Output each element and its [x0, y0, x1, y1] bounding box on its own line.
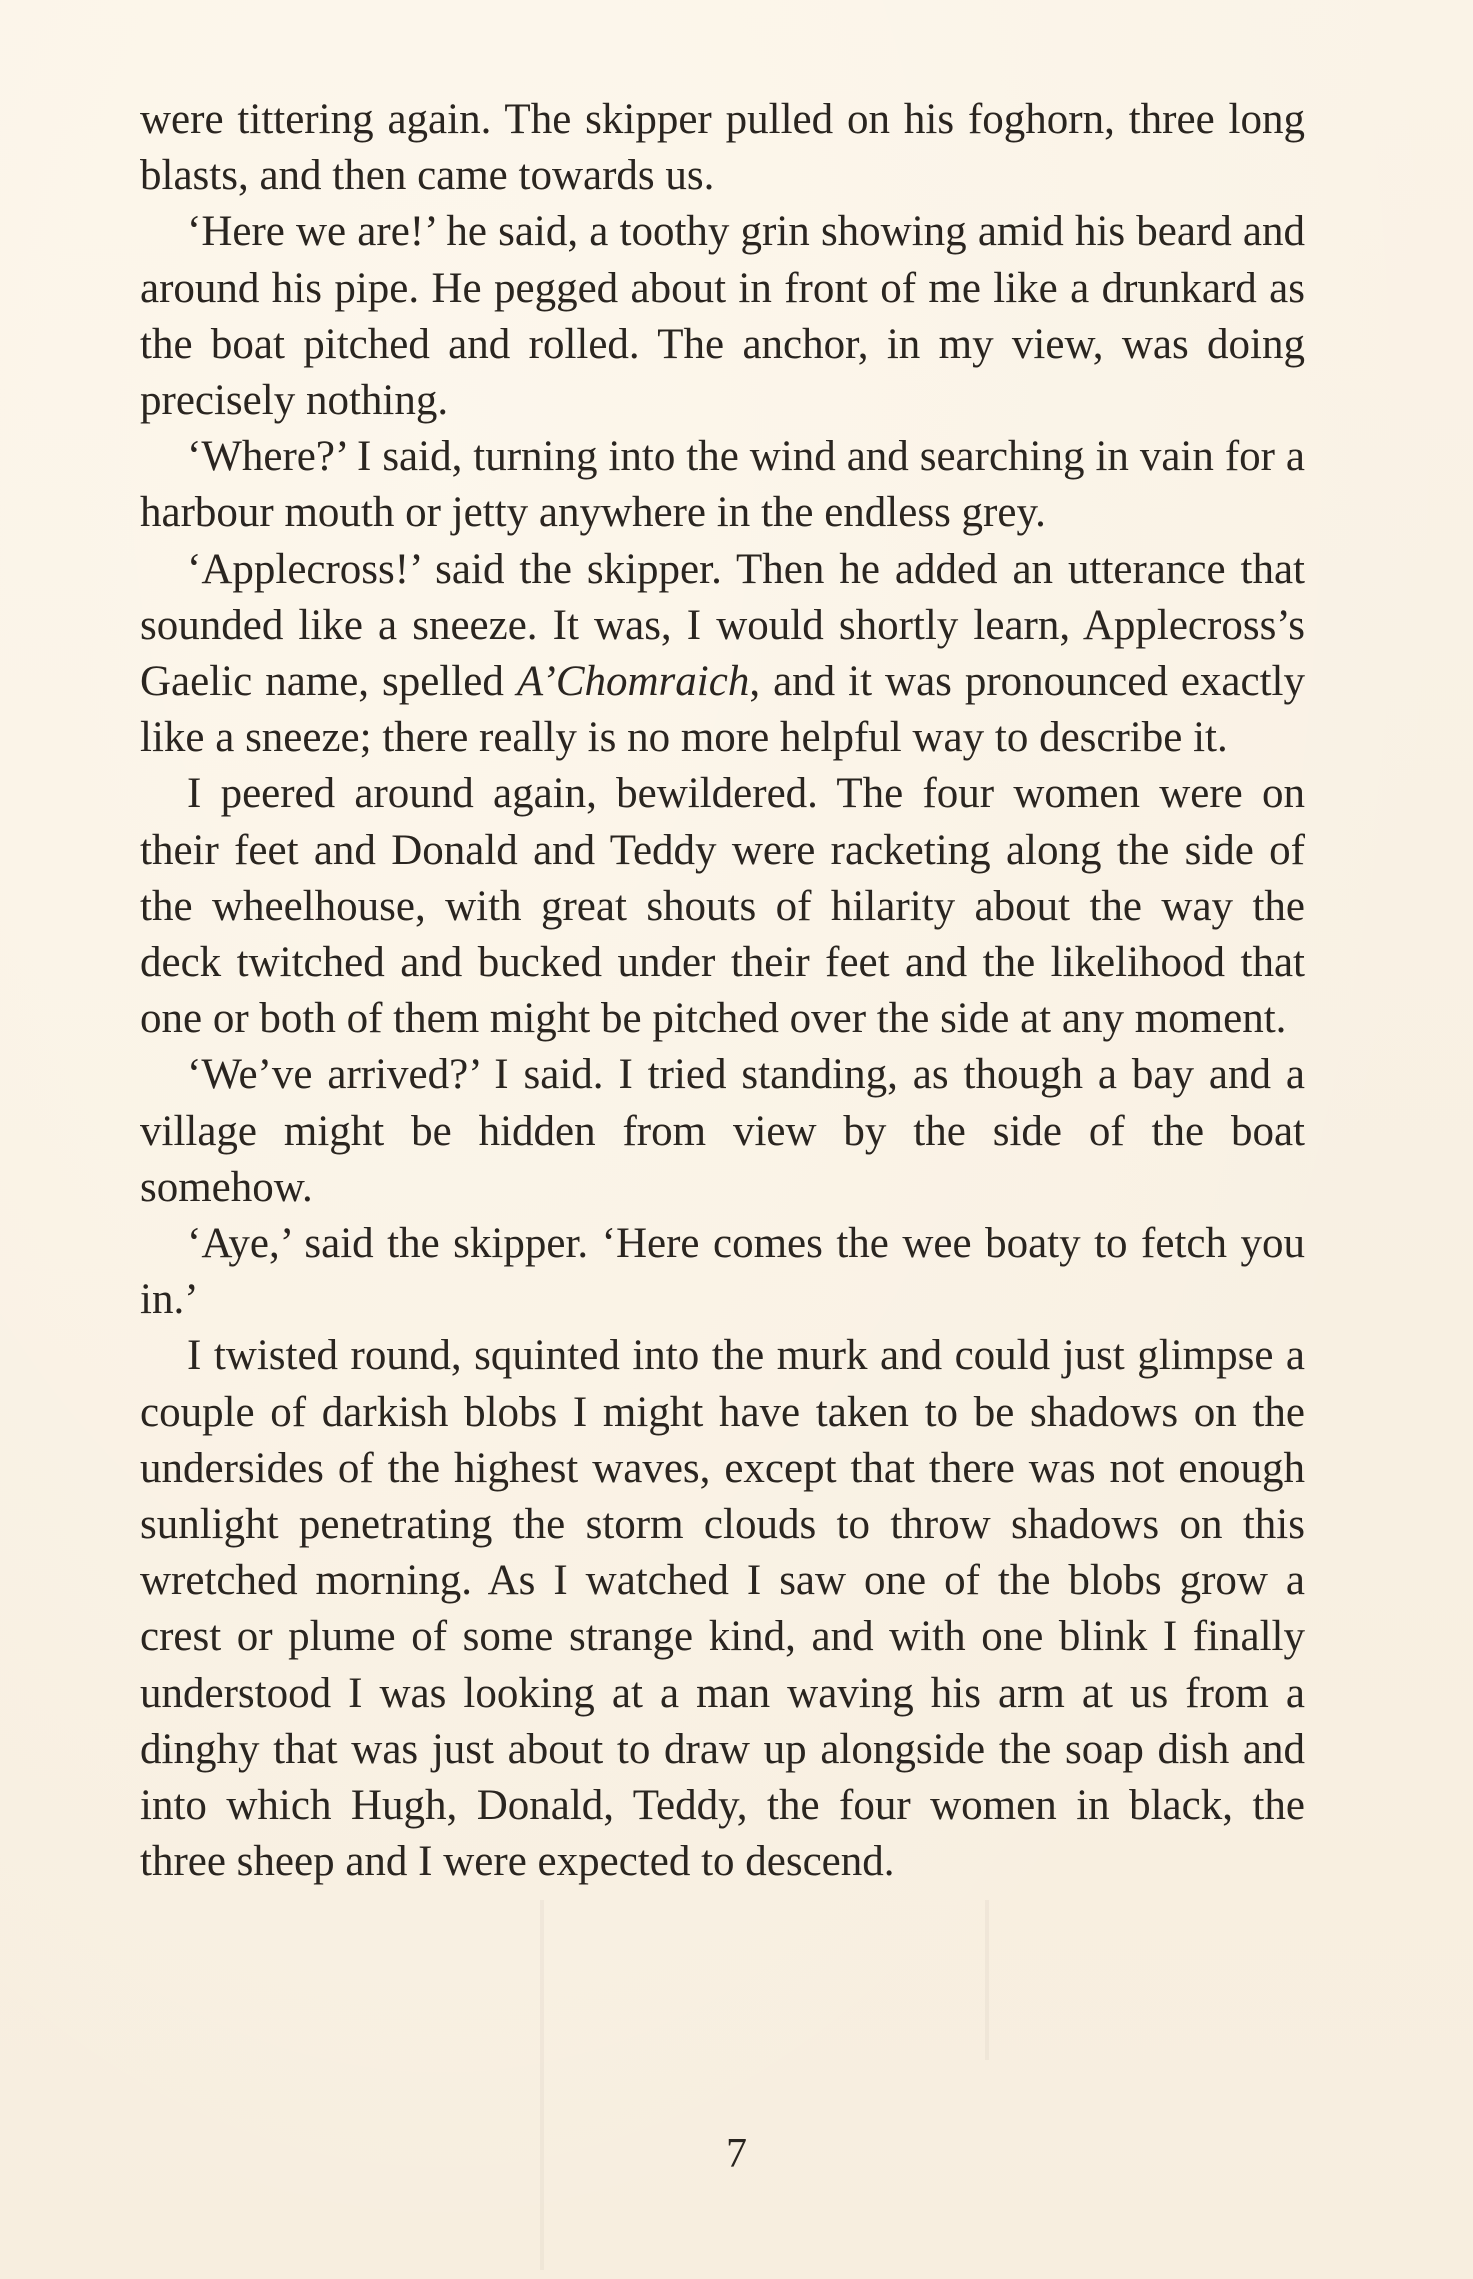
- paragraph: ‘Here we are!’ he said, a toothy grin showing amid his beard and around his pipe. He pegged about in front of me like a drunkard as the boat pitched and rolled. The anchor, in my view, was doing precisely nothing.: [140, 208, 1305, 425]
- paragraph: ‘Where?’ I said, turning into the wind and searching in vain for a harbour mouth or jetty anywhere in the endless grey.: [140, 433, 1305, 537]
- paragraph: I twisted round, squinted into the murk and could just glimpse a couple of darkish blobs I might have taken to be shadows on the undersides of the highest waves, except that there was not enough sunlight penetrating the storm clouds to throw shadows on this wretched morning. As I watched I saw one of the blobs grow a crest or plume of some strange kind, and with one blink I finally understood I was looking at a man waving his arm at us from a dinghy that was just about to draw up alongside the soap dish and into which Hugh, Donald, Teddy, the four women in black, the three sheep and I were expected to descend.: [140, 1332, 1305, 1886]
- show-through-shadow: [985, 1900, 989, 2060]
- gaelic-name: A’Chomraich: [516, 658, 750, 706]
- paragraph: ‘Aye,’ said the skipper. ‘Here comes the wee boaty to fetch you in.’: [140, 1220, 1305, 1324]
- paragraph-text: , and it was pronounced exactly like a sneeze; there really is no more helpful way to describe it.: [140, 658, 1305, 762]
- paragraph-text: ‘Applecross!’ said the skipper. Then he added an utterance that sounded like a sneeze. It was, I would shortly learn, Applecross’s Gaelic name, spelled: [140, 545, 1305, 706]
- page-number: 7: [726, 2131, 747, 2177]
- show-through-shadow: [540, 1900, 544, 2270]
- paragraph: were tittering again. The skipper pulled on his foghorn, three long blasts, and then came towards us.: [140, 96, 1305, 200]
- paragraph: [140, 542, 1305, 767]
- paragraph: I peered around again, bewildered. The four women were on their feet and Donald and Teddy were racketing along the side of the wheelhouse, with great shouts of hilarity about the way the deck twitched and bucked under their feet and the likelihood that one or both of them might be pitched over the side at any moment.: [140, 770, 1305, 1043]
- body-text: [140, 92, 1305, 1891]
- paragraph: ‘We’ve arrived?’ I said. I tried standing, as though a bay and a village might be hidden from view by the side of the boat somehow.: [140, 1051, 1305, 1211]
